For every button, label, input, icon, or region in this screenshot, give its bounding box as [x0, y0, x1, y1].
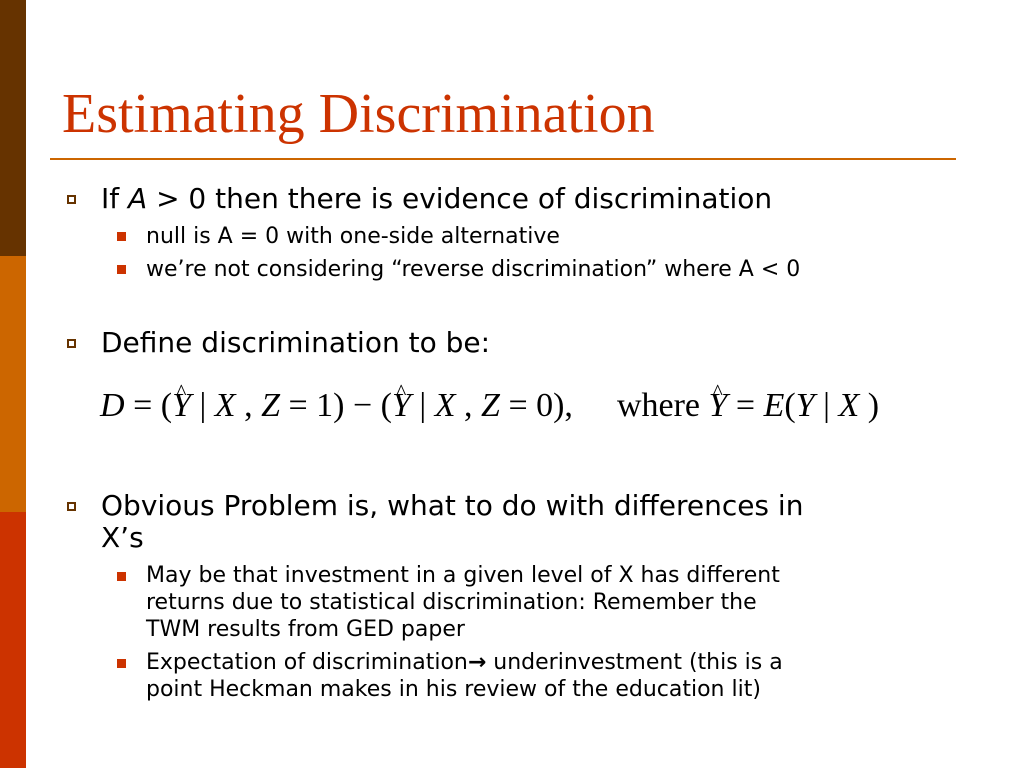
hollow-square-bullet-icon — [67, 502, 76, 511]
formula-d: D — [100, 387, 125, 424]
sidebar-segment-red — [0, 512, 26, 768]
filled-square-bullet-icon — [117, 659, 126, 668]
right-arrow-icon: → — [467, 650, 487, 675]
discrimination-formula — [100, 378, 879, 434]
formula-z: Z — [481, 387, 500, 424]
slide-title: Estimating Discrimination — [62, 83, 655, 145]
bullet-problem-line1: Obvious Problem is, what to do with differences in — [101, 489, 804, 522]
formula-part: , — [455, 387, 482, 424]
formula-y: Y — [795, 387, 815, 424]
sub-bullet-expectation-line2: point Heckman makes in his review of the education lit) — [146, 677, 761, 702]
sub-bullet-investment-line3: TWM results from GED paper — [146, 617, 465, 642]
title-divider — [50, 158, 956, 160]
bullet-evidence-suffix: > 0 then there is evidence of discrimination — [147, 182, 773, 215]
sub-bullet-investment-line2: returns due to statistical discrimination: Remember the — [146, 590, 757, 615]
bullet-define: Define discrimination to be: — [101, 326, 491, 359]
sub-bullet-null: null is A = 0 with one-side alternative — [146, 224, 560, 249]
formula-x: X — [214, 387, 236, 424]
formula-part: ) — [859, 387, 880, 424]
filled-square-bullet-icon — [117, 572, 126, 581]
sidebar-color-band — [0, 0, 26, 768]
formula-part: = — [727, 387, 764, 424]
formula-y-hat: Y — [392, 387, 411, 424]
hollow-square-bullet-icon — [67, 339, 76, 348]
formula-y-hat: Y — [172, 387, 191, 424]
bullet-problem-line2: X’s — [101, 521, 144, 554]
expectation-text: Expectation of discrimination — [146, 650, 468, 675]
sub-bullet-expectation-line1 — [146, 649, 783, 676]
sidebar-segment-orange — [0, 256, 26, 512]
expectation-text-cont: underinvestment (this is a — [486, 650, 783, 675]
formula-part: ( — [784, 387, 796, 424]
variable-a: A — [128, 182, 148, 215]
formula-part: | — [410, 387, 435, 424]
formula-part: | — [814, 387, 839, 424]
bullet-evidence — [101, 183, 772, 215]
formula-part: = 0), — [499, 387, 573, 424]
formula-part: | — [190, 387, 215, 424]
formula-part: , — [235, 387, 262, 424]
formula-part: = 1) − ( — [280, 387, 392, 424]
sub-bullet-reverse: we’re not considering “reverse discrimination” where A < 0 — [146, 257, 801, 282]
hollow-square-bullet-icon — [67, 195, 76, 204]
formula-where: where — [616, 387, 709, 424]
formula-x: X — [838, 387, 860, 424]
filled-square-bullet-icon — [117, 265, 126, 274]
formula-y-hat: Y — [708, 387, 728, 424]
formula-z: Z — [261, 387, 280, 424]
formula-e: E — [763, 387, 785, 424]
filled-square-bullet-icon — [117, 232, 126, 241]
sub-bullet-investment-line1: May be that investment in a given level of X has different — [146, 563, 780, 588]
formula-part: = ( — [124, 387, 173, 424]
sidebar-segment-brown — [0, 0, 26, 256]
formula-x: X — [434, 387, 456, 424]
bullet-evidence-prefix: If — [101, 182, 129, 215]
